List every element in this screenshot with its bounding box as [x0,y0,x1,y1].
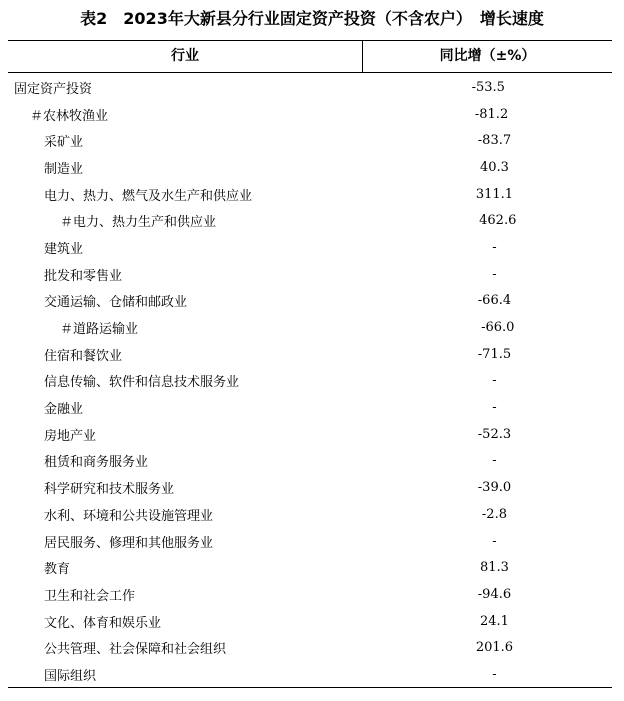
industry-cell: 水利、环境和公共设施管理业 [44,508,214,524]
table-row [8,661,612,688]
table-row [8,181,612,208]
growth-cell: - [492,266,497,282]
growth-cell: - [492,533,497,549]
growth-cell: -39.0 [477,480,512,496]
industry-cell: 制造业 [44,161,84,177]
industry-cell: 文化、体育和娱乐业 [44,615,162,631]
growth-cell: - [492,453,497,469]
growth-cell: -83.7 [477,133,512,149]
growth-cell: 201.6 [475,640,514,656]
growth-cell: -52.3 [477,426,512,442]
table-row [8,127,612,154]
table-row [8,501,612,528]
table-row [8,394,612,421]
industry-cell: 租赁和商务服务业 [44,455,149,471]
table-row [8,74,612,101]
table-bottom-rule [8,687,612,688]
industry-cell: 科学研究和技术服务业 [44,482,175,498]
growth-cell: 40.3 [479,159,509,175]
header-bottom-rule [8,72,612,73]
table-row [8,554,612,581]
table-row [8,314,612,341]
growth-cell: -53.5 [471,79,505,95]
table-row [8,341,612,368]
industry-cell: 房地产业 [44,428,97,444]
industry-cell: 交通运输、仓储和邮政业 [44,295,188,311]
industry-cell: ＃农林牧渔业 [30,108,109,124]
industry-cell: 采矿业 [44,135,84,151]
industry-cell: 公共管理、社会保障和社会组织 [44,642,227,658]
growth-cell: -66.4 [477,293,512,309]
industry-cell: 住宿和餐饮业 [44,348,123,364]
table-title: 表2 2023年大新县分行业固定资产投资（不含农户） 增长速度 [80,9,544,28]
growth-cell: 462.6 [479,213,517,229]
growth-cell: - [492,373,497,389]
growth-cell: -94.6 [477,586,512,602]
table-row [8,154,612,181]
table-row [8,474,612,501]
table-row [8,288,612,315]
industry-cell: 建筑业 [44,241,84,257]
column-header-growth: 同比增（±%） [439,48,536,64]
table-body [8,74,612,688]
industry-cell: 固定资产投资 [14,81,93,97]
industry-cell: 批发和零售业 [44,268,123,284]
industry-cell: 金融业 [44,402,84,418]
growth-cell: - [492,400,497,416]
table-row [8,528,612,555]
growth-cell: - [492,239,497,255]
growth-cell: -81.2 [474,106,509,122]
table-row [8,234,612,261]
table-row [8,634,612,661]
table-row [8,101,612,128]
industry-cell: ＃道路运输业 [60,322,139,338]
industry-cell: 教育 [44,562,71,578]
growth-cell: - [492,666,497,682]
industry-cell: 信息传输、软件和信息技术服务业 [44,375,240,391]
industry-cell: ＃电力、热力生产和供应业 [60,215,217,231]
table-row [8,448,612,475]
table-row [8,581,612,608]
table-row [8,368,612,395]
industry-cell: 国际组织 [44,668,97,684]
table-row [8,261,612,288]
industry-cell: 电力、热力、燃气及水生产和供应业 [44,188,253,204]
industry-cell: 卫生和社会工作 [44,588,136,604]
table-row [8,608,612,635]
growth-cell: -2.8 [481,506,507,522]
column-header-industry: 行业 [171,48,199,64]
growth-cell: -66.0 [481,320,515,336]
industry-cell: 居民服务、修理和其他服务业 [44,535,214,551]
growth-cell: 81.3 [479,560,509,576]
growth-cell: 311.1 [475,186,514,202]
table-row [8,207,612,234]
growth-cell: 24.1 [479,613,509,629]
growth-cell: -71.5 [477,346,512,362]
table-row [8,421,612,448]
